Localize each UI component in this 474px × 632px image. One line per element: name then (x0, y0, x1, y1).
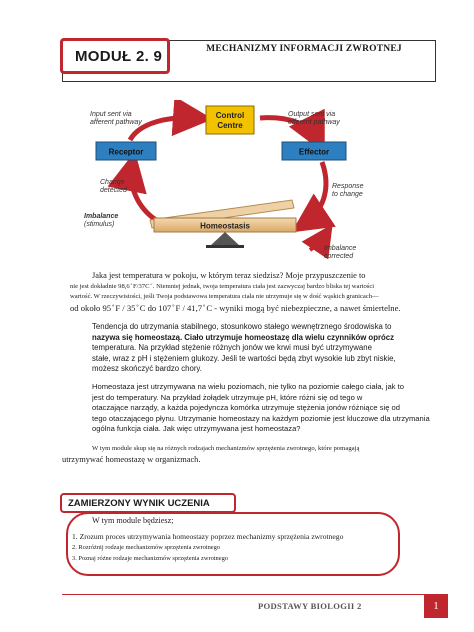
paragraph-4 (62, 444, 432, 465)
arrow-balance-to-receptor (131, 166, 156, 220)
imbalance-2: (stimulus) (84, 221, 115, 228)
control-centre-label-1: Control (215, 111, 245, 120)
p2-line-3: temperatura. Na przykład stężenie różnych jonów we krwi musi być utrzymywane (92, 343, 372, 353)
fulcrum-base (206, 245, 244, 248)
change-detected-1: Change (100, 179, 125, 186)
p2-line-5: możesz skończyć bardzo chory. (92, 364, 202, 374)
homeostasis-diagram (60, 100, 380, 270)
p4-line-1: W tym module skup się na różnych rodzajach mechanizmów sprzężenia zwrotnego, które pomagają (92, 445, 360, 452)
imbalance-corrected-2: corrected (324, 253, 354, 260)
effector-label: Effector (298, 147, 330, 157)
p1-line-2: nie jest dokładnie 98,6 ̊ F/37C ̊ . Niemniej jednak, twoja temperatura ciała jest zazwyczaj bardzo bliska tej wartości (70, 282, 375, 290)
p1-line-1: Jaka jest temperatura w pokoju, w którym teraz siedzisz? Moje przypuszczenie to (92, 271, 366, 280)
paragraph-3 (92, 382, 432, 435)
input-label-2: afferent pathway (90, 119, 142, 126)
output-label-1: Output sent via (288, 111, 336, 118)
input-label-1: Input sent via (90, 111, 132, 118)
paragraph-1 (70, 271, 440, 313)
p3-line-4: tego otaczającego płynu. Utrzymanie homeostazy na każdym poziomie jest kluczowe dla utrzymania (92, 413, 430, 423)
p4-line-2: utrzymywać homeostazę w organizmach. (62, 454, 201, 464)
paragraph-2 (92, 322, 422, 375)
p3-line-2: jest do temperatury. Na przykład żołądek utrzymuje pH, które różni się od tego w (92, 392, 363, 402)
change-detected-2: detected (100, 187, 127, 194)
footer-title: PODSTAWY BIOLOGII 2 (258, 601, 362, 611)
learning-outcome-intro: W tym module będziesz; (92, 516, 174, 525)
p2-line-4: stałe, wraz z pH i stężeniem glukozy. Jeśli te wartości będą zbyt wysokie lub zbyt niskie, (92, 353, 396, 363)
p1-line-4: od około 95 ̊ F / 35 ̊ C do 107 ̊ F / 41,7 ̊ C - wyniki mogą być niebezpieczne, a nawet śmiertelne. (70, 302, 401, 313)
p3-line-3: otaczające narządy, a każda pojedyncza komórka utrzymuje stężenia jonów różniące się od (92, 403, 400, 413)
page-title: MECHANIZMY INFORMACJI ZWROTNEJ (206, 44, 402, 54)
learning-outcome-list (72, 531, 432, 564)
homeostasis-label: Homeostasis (200, 221, 250, 231)
response-1: Response (332, 183, 364, 190)
outcome-item-1: 1. Zrozum proces utrzymywania homeostazy poprzez mechanizmy sprzężenia zwrotnego (72, 532, 344, 541)
receptor-label: Receptor (108, 147, 144, 157)
p1-line-3: wartość. W rzeczywistości, jeśli Twoja podstawowa temperatura ciała nie utrzymuje się w dość wąskich granicach— (70, 293, 379, 301)
control-centre-label-2: Centre (217, 121, 243, 130)
fulcrum (210, 232, 240, 246)
output-label-2: efferent pathway (288, 119, 340, 126)
p3-line-1: Homeostaza jest utrzymywana na wielu poziomach, nie tylko na poziomie całego ciała, jak to (92, 382, 404, 391)
learning-outcome-heading: ZAMIERZONY WYNIK UCZENIA (60, 493, 236, 513)
outcome-item-2: 2. Rozróżnij rodzaje mechanizmów sprzężenia zwrotnego (72, 544, 220, 551)
imbalance-corrected-1: Imbalance (324, 245, 357, 252)
response-2: to change (332, 191, 363, 198)
module-label: MODUŁ 2. 9 (60, 38, 170, 74)
footer-divider (62, 594, 434, 595)
arrow-effector-to-balance (304, 162, 326, 224)
imbalance-1: Imbalance (84, 213, 119, 220)
outcome-item-3: 3. Poznaj różne rodzaje mechanizmów sprzężenia zwrotnego (72, 555, 228, 562)
p2-line-2: nazywa się homeostazą. Ciało utrzymuje homeostazę dla wielu czynników oprócz (92, 332, 394, 342)
p2-line-1: Tendencja do utrzymania stabilnego, stosunkowo stałego wewnętrznego środowiska to (92, 322, 392, 331)
p3-line-5: ogólna funkcja ciała. Jak więc utrzymywana jest homeostaza? (92, 424, 301, 434)
page-number: 1 (424, 594, 448, 618)
